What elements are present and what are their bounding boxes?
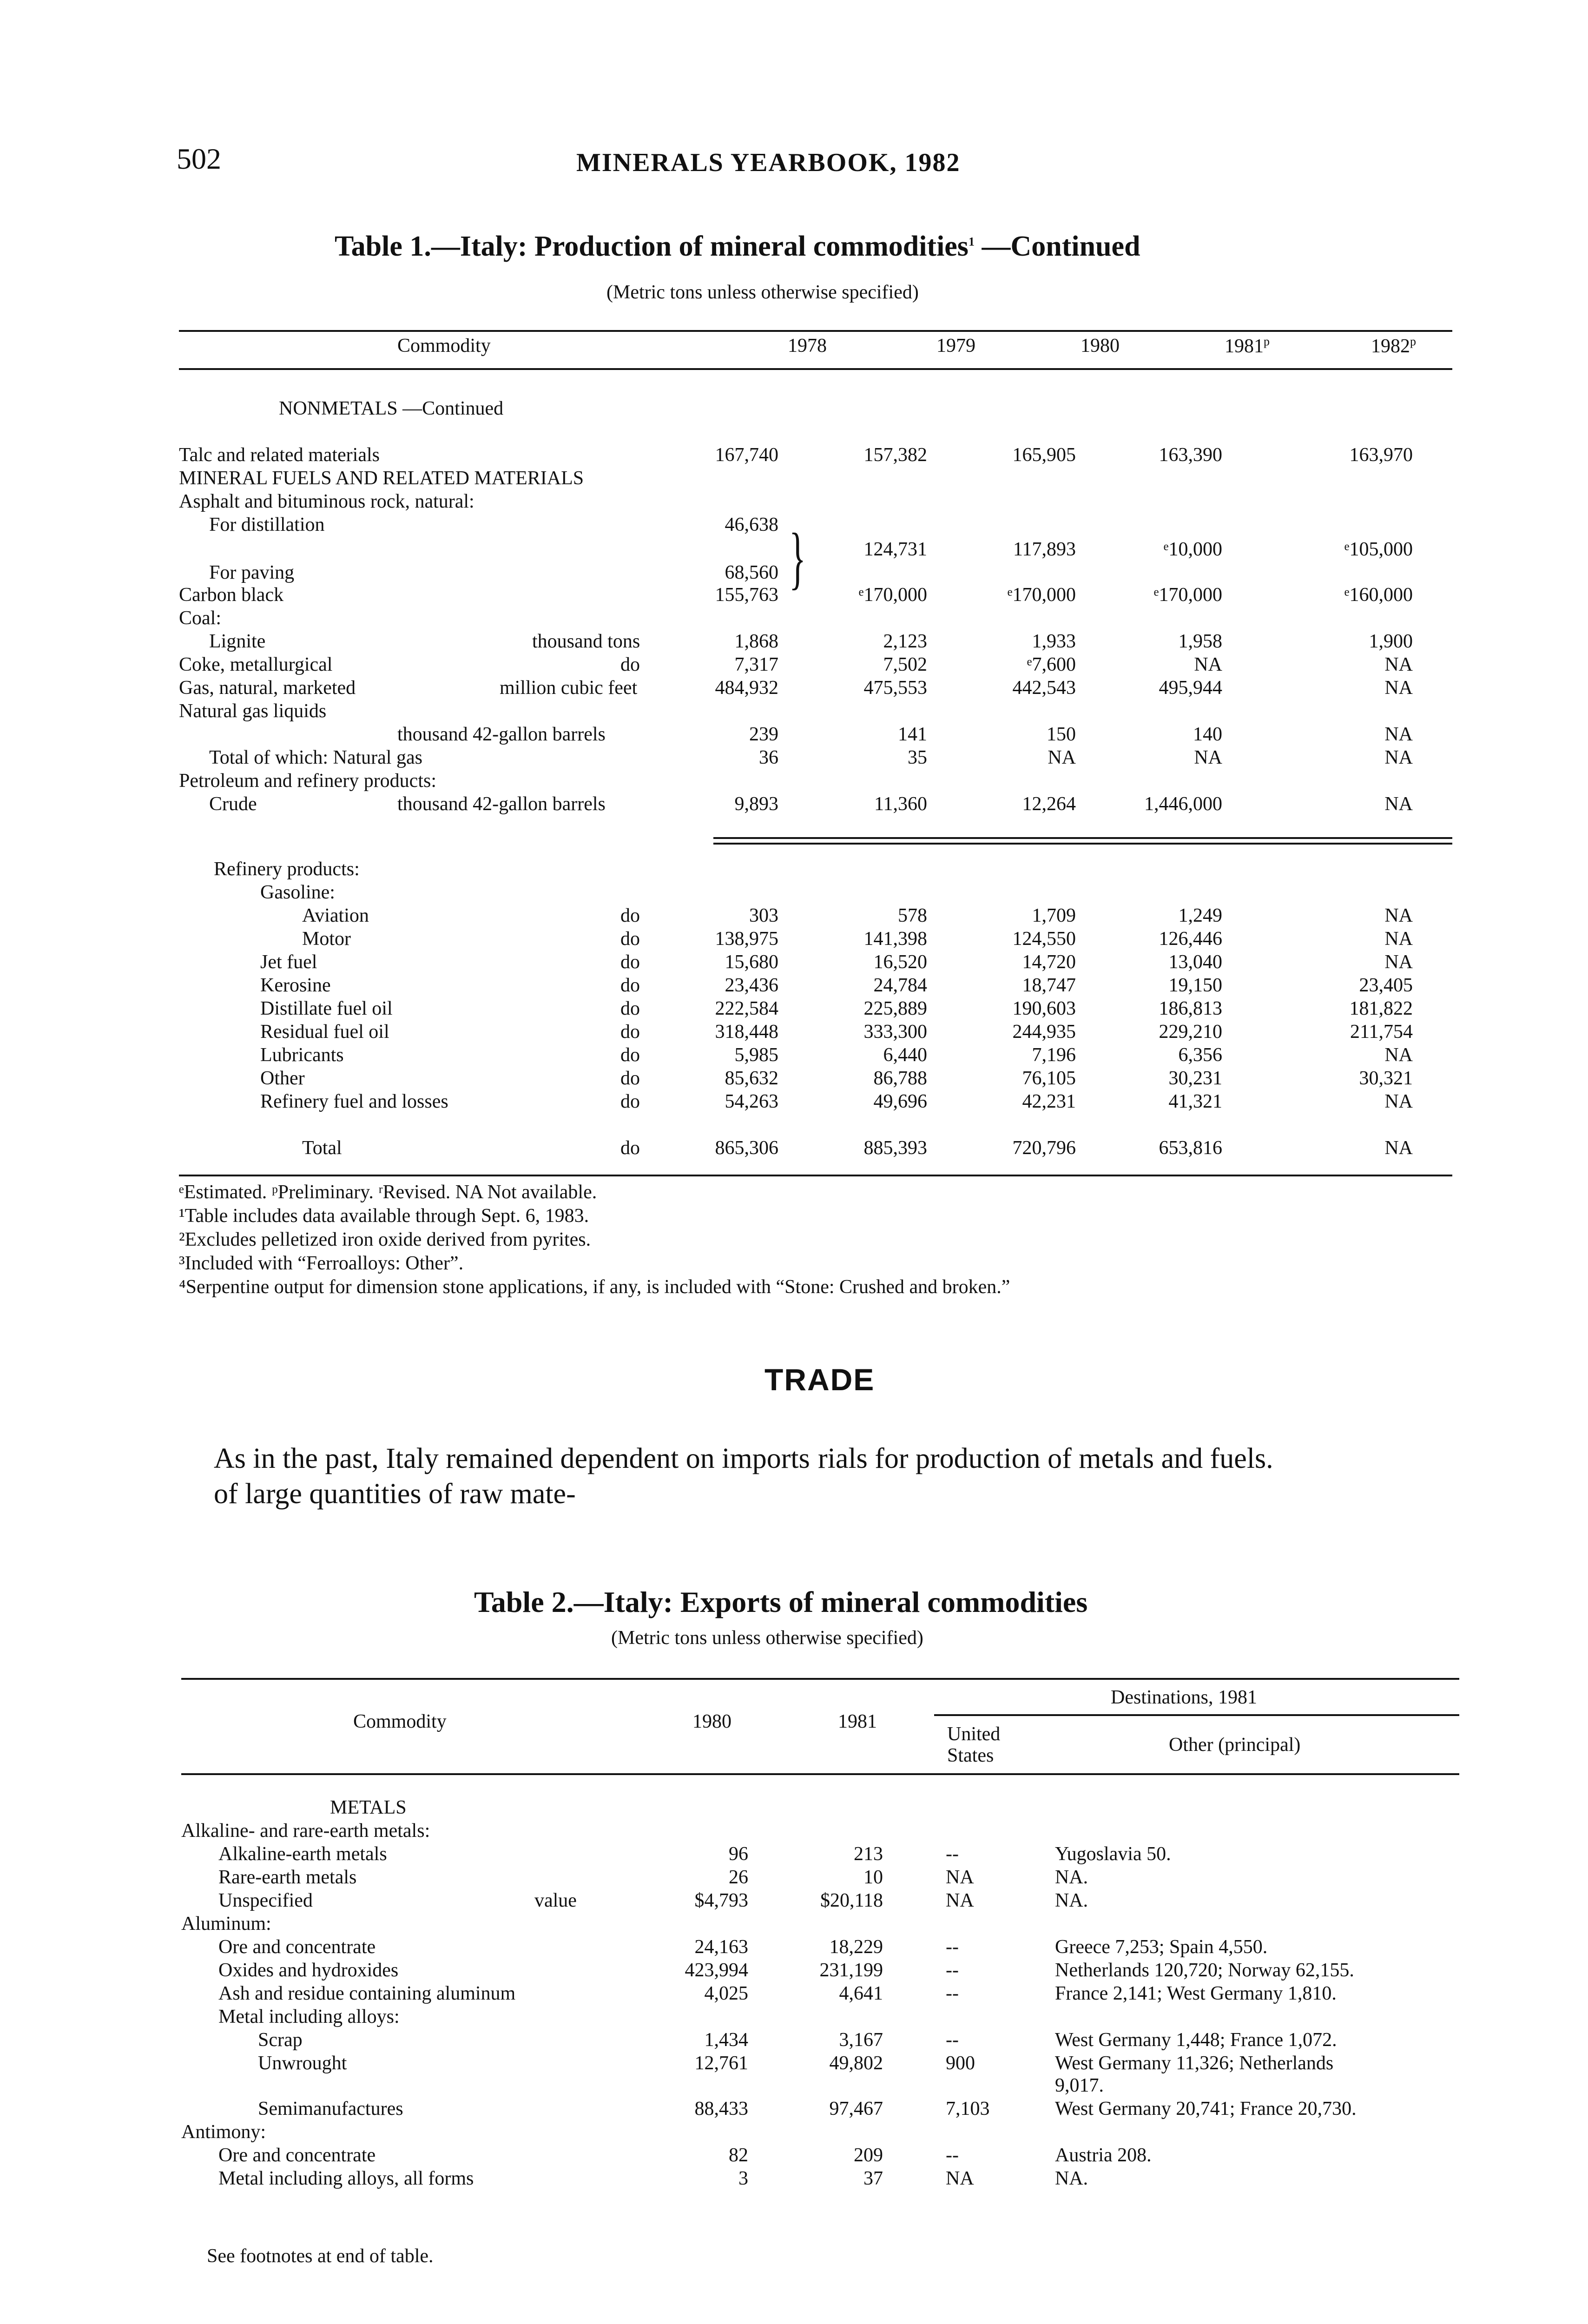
table1-cell: 46,638 bbox=[725, 514, 778, 535]
table2-row-label: Alkaline-earth metals bbox=[218, 1843, 387, 1865]
table1-cell: 6,356 bbox=[1178, 1044, 1222, 1066]
table1-cell: 49,696 bbox=[873, 1091, 927, 1112]
table1-row bbox=[179, 1137, 1452, 1161]
table1-cell: ᵉ170,000 bbox=[1007, 584, 1076, 606]
table2-cell-1981: 18,229 bbox=[829, 1936, 883, 1958]
table2-row-label: Antimony: bbox=[181, 2121, 266, 2143]
table2-header-destinations: Destinations, 1981 bbox=[1111, 1687, 1257, 1708]
table2-row-label: Unwrought bbox=[258, 2053, 347, 2074]
table1-header-rule bbox=[179, 368, 1452, 370]
table1-row-unit: do bbox=[620, 654, 640, 675]
table1-row-unit: do bbox=[620, 1068, 640, 1089]
table1-row-label: thousand 42-gallon barrels bbox=[397, 724, 606, 745]
table2-cell-1980: 3 bbox=[738, 2168, 748, 2189]
table2-cell-united-states: -- bbox=[946, 1983, 959, 2004]
table1-row bbox=[179, 974, 1452, 998]
table1-cell: 211,754 bbox=[1350, 1021, 1413, 1043]
table1-row bbox=[179, 793, 1452, 817]
table1-cell: 86,788 bbox=[873, 1068, 927, 1089]
table2-cell-1981: 97,467 bbox=[829, 2098, 883, 2119]
table1-row bbox=[179, 700, 1452, 724]
table2-cell-1980: 1,434 bbox=[704, 2029, 748, 2051]
table1-row-label: Refinery fuel and losses bbox=[260, 1091, 448, 1112]
table1-cell: 190,603 bbox=[1012, 998, 1076, 1019]
table1-cell: 24,784 bbox=[873, 975, 927, 996]
table1-cell: NA bbox=[1384, 747, 1413, 768]
table1-cell: 225,889 bbox=[863, 998, 927, 1019]
table2-row-label: Aluminum: bbox=[181, 1913, 271, 1934]
table1-cell: 653,816 bbox=[1159, 1137, 1222, 1159]
table2-row bbox=[181, 1913, 1459, 1936]
table1-row-unit: do bbox=[620, 1044, 640, 1066]
table2-row bbox=[181, 1796, 1459, 1820]
table1-row bbox=[179, 858, 1452, 882]
table1-cell: NA bbox=[1384, 928, 1413, 950]
table1-row-label: Carbon black bbox=[179, 584, 284, 606]
table1-row bbox=[179, 654, 1452, 678]
table2-header-commodity: Commodity bbox=[353, 1711, 447, 1732]
table2-header-other: Other (principal) bbox=[1169, 1734, 1301, 1756]
table2-cell-other: NA. bbox=[1055, 2168, 1088, 2189]
table1-cell: NA bbox=[1384, 951, 1413, 973]
table1-cell: 495,944 bbox=[1159, 677, 1222, 699]
table2-row bbox=[181, 1843, 1459, 1866]
table1-cell: 16,520 bbox=[873, 951, 927, 973]
table2-row-label: Ore and concentrate bbox=[218, 2145, 376, 2166]
table2-cell-1980: 88,433 bbox=[694, 2098, 748, 2119]
table1-cell: NA bbox=[1194, 747, 1222, 768]
table2-subtitle: (Metric tons unless otherwise specified) bbox=[611, 1627, 923, 1649]
table1-cell: 141 bbox=[898, 724, 927, 745]
table2-cell-1981: 213 bbox=[854, 1843, 883, 1865]
table1-cell: 140 bbox=[1193, 724, 1222, 745]
table2-row bbox=[181, 2167, 1459, 2191]
table1-top-rule bbox=[179, 330, 1452, 332]
table1-row-label: Crude bbox=[209, 793, 257, 815]
table1-cell: 150 bbox=[1047, 724, 1076, 745]
table2-cell-other: NA. bbox=[1055, 1890, 1088, 1911]
table1-cell: 15,680 bbox=[725, 951, 778, 973]
table1-cell: 167,740 bbox=[715, 444, 778, 466]
table1-row-unit: thousand 42-gallon barrels bbox=[397, 793, 606, 815]
table1-row-unit: million cubic feet bbox=[500, 677, 638, 699]
table2-cell-other: France 2,141; West Germany 1,810. bbox=[1055, 1983, 1337, 2004]
table2-row-label: Alkaline- and rare-earth metals: bbox=[181, 1820, 430, 1842]
table1-title-sup: 1 bbox=[968, 235, 975, 249]
table1-row bbox=[179, 1021, 1452, 1045]
table1-cell: 14,720 bbox=[1022, 951, 1076, 973]
page-number: 502 bbox=[177, 142, 221, 175]
table1-row-label: Talc and related materials bbox=[179, 444, 380, 466]
table2-row-label: Metal including alloys: bbox=[218, 2006, 400, 2027]
table1-title-text: Table 1.—Italy: Production of mineral commodities bbox=[335, 231, 969, 262]
table2-header-1981: 1981 bbox=[838, 1711, 877, 1732]
table2-cell-other: Netherlands 120,720; Norway 62,155. bbox=[1055, 1960, 1354, 1981]
table1-cell: 186,813 bbox=[1159, 998, 1222, 1019]
footnote-2: ²Excludes pelletized iron oxide derived from pyrites. bbox=[179, 1229, 591, 1250]
table1-cell: 76,105 bbox=[1022, 1068, 1076, 1089]
table1-cell: 165,905 bbox=[1012, 444, 1076, 466]
table2-cell-united-states: -- bbox=[946, 1843, 959, 1865]
table2-header-1980: 1980 bbox=[692, 1711, 731, 1732]
table1-footnotes bbox=[179, 1181, 1010, 1299]
table2-row-label: Unspecified bbox=[218, 1890, 313, 1911]
table2-cell-united-states: -- bbox=[946, 1960, 959, 1981]
table1-cell: 68,560 bbox=[725, 562, 778, 583]
table2-cell-other: West Germany 1,448; France 1,072. bbox=[1055, 2029, 1337, 2051]
table1-cell: 54,263 bbox=[725, 1091, 778, 1112]
table1-cell: ᵉ160,000 bbox=[1344, 584, 1413, 606]
table1-cell: 244,935 bbox=[1012, 1021, 1076, 1043]
table1-cell: 35 bbox=[908, 747, 927, 768]
table1-row-label: Petroleum and refinery products: bbox=[179, 770, 436, 792]
table2-row-label: Ore and concentrate bbox=[218, 1936, 376, 1958]
table2-row-label: Semimanufactures bbox=[258, 2098, 403, 2119]
table1-cell: 36 bbox=[759, 747, 778, 768]
table2-cell-united-states: NA bbox=[946, 2168, 974, 2189]
running-title: MINERALS YEARBOOK, 1982 bbox=[576, 148, 961, 177]
table1-cell: NA bbox=[1194, 654, 1222, 675]
table2-cell-other: West Germany 20,741; France 20,730. bbox=[1055, 2098, 1357, 2119]
table1-cell: 141,398 bbox=[863, 928, 927, 950]
table1-row bbox=[179, 951, 1452, 975]
table1-cell: 885,393 bbox=[863, 1137, 927, 1159]
table1-cell: 9,893 bbox=[734, 793, 778, 815]
table1-cell: 12,264 bbox=[1022, 793, 1076, 815]
table1-row-unit: do bbox=[620, 975, 640, 996]
table1-cell: NA bbox=[1384, 677, 1413, 699]
table2-cell-1981: 10 bbox=[863, 1867, 883, 1888]
table1-row bbox=[179, 1090, 1452, 1115]
table1-row-label: Jet fuel bbox=[260, 951, 317, 973]
footnote-1: ¹Table includes data available through Sept. 6, 1983. bbox=[179, 1205, 589, 1227]
table2-cell-1981: 37 bbox=[863, 2168, 883, 2189]
table1-cell: ᵉ170,000 bbox=[1153, 584, 1222, 606]
table2-cell-united-states: 900 bbox=[946, 2053, 975, 2074]
table1-row-label: Kerosine bbox=[260, 975, 331, 996]
table1-cell: 7,196 bbox=[1032, 1044, 1076, 1066]
table1-row-unit: do bbox=[620, 951, 640, 973]
table1-cell: ᵉ10,000 bbox=[1163, 539, 1222, 560]
table1-cell: 23,436 bbox=[725, 975, 778, 996]
table1-cell: 7,502 bbox=[883, 654, 927, 675]
table1-row bbox=[179, 630, 1452, 654]
table2-cell-1981: 231,199 bbox=[819, 1960, 883, 1981]
table2-row bbox=[181, 2144, 1459, 2167]
table2-row bbox=[181, 1936, 1459, 1959]
table1-cell: 85,632 bbox=[725, 1068, 778, 1089]
table2-cell-1980: 82 bbox=[729, 2145, 748, 2166]
table1-cell: 117,893 bbox=[1013, 539, 1076, 560]
table2-cell-1981: $20,118 bbox=[820, 1890, 883, 1911]
table1-cell: 181,822 bbox=[1349, 998, 1413, 1019]
table1-cell: 318,448 bbox=[715, 1021, 778, 1043]
table2-cell-united-states: NA bbox=[946, 1890, 974, 1911]
table1-cell: ᵉ7,600 bbox=[1027, 654, 1076, 675]
table1-cell: NA bbox=[1384, 905, 1413, 926]
table1-cell: 124,550 bbox=[1012, 928, 1076, 950]
table1-row-unit: thousand tons bbox=[532, 631, 640, 652]
table1-cell: 442,543 bbox=[1012, 677, 1076, 699]
footnote-3: ³Included with “Ferroalloys: Other”. bbox=[179, 1253, 464, 1274]
table1-cell: 7,317 bbox=[734, 654, 778, 675]
table1-cell: 1,709 bbox=[1032, 905, 1076, 926]
table2-row-label: Oxides and hydroxides bbox=[218, 1960, 399, 1981]
table1-row-unit: do bbox=[620, 1137, 640, 1159]
table1-cell: NA bbox=[1384, 793, 1413, 815]
table1-cell: 475,553 bbox=[863, 677, 927, 699]
table1-row-label: For distillation bbox=[209, 514, 325, 535]
table1-row bbox=[179, 928, 1452, 952]
table1-cell: 229,210 bbox=[1159, 1021, 1222, 1043]
table2-cell-other: Greece 7,253; Spain 4,550. bbox=[1055, 1936, 1268, 1958]
table1-cell: 23,405 bbox=[1359, 975, 1413, 996]
table1-cell: 1,868 bbox=[734, 631, 778, 652]
table1-row-unit: do bbox=[620, 1091, 640, 1112]
table2-row bbox=[181, 2074, 1459, 2098]
table1-cell: 333,300 bbox=[863, 1021, 927, 1043]
table2-cell-united-states: 7,103 bbox=[946, 2098, 990, 2119]
table1-row bbox=[179, 997, 1452, 1022]
table1-cell: NA bbox=[1384, 724, 1413, 745]
table2-row-label: Metal including alloys, all forms bbox=[218, 2168, 474, 2189]
table1-row-label: NONMETALS —Continued bbox=[279, 398, 504, 419]
table2-row bbox=[181, 2029, 1459, 2052]
table1-row bbox=[179, 397, 1452, 422]
table2-row bbox=[181, 2121, 1459, 2144]
table1-row bbox=[179, 584, 1452, 608]
table1-cell: 42,231 bbox=[1022, 1091, 1076, 1112]
trade-paragraph-left: As in the past, Italy remained dependent on imports of large quantities of raw mate- bbox=[214, 1443, 810, 1510]
table1-row bbox=[179, 490, 1452, 515]
table1-header-1978: 1978 bbox=[788, 335, 827, 357]
grouping-brace: } bbox=[789, 519, 806, 596]
table1-cell: NA bbox=[1048, 747, 1076, 768]
table1-row-label: Motor bbox=[302, 928, 351, 950]
table1-cell: 13,040 bbox=[1168, 951, 1222, 973]
table1-cell: 18,747 bbox=[1022, 975, 1076, 996]
table1-bottom-rule bbox=[179, 1175, 1452, 1176]
table1-cell: 1,958 bbox=[1178, 631, 1222, 652]
table1-cell: 155,763 bbox=[715, 584, 778, 606]
table1 bbox=[179, 325, 1452, 1176]
table1-row-label: Lubricants bbox=[260, 1044, 344, 1066]
table1-row-label: Distillate fuel oil bbox=[260, 998, 393, 1019]
table1-cell: ᵉ170,000 bbox=[858, 584, 927, 606]
table2-cell-1981: 49,802 bbox=[829, 2053, 883, 2074]
table1-cell: 19,150 bbox=[1168, 975, 1222, 996]
table1-cell: 124,731 bbox=[863, 539, 927, 560]
table1-row-unit: do bbox=[620, 905, 640, 926]
table2-cell-1981: 4,641 bbox=[839, 1983, 883, 2004]
table1-row bbox=[179, 538, 1452, 562]
table1-cell: NA bbox=[1384, 1137, 1413, 1159]
table2-cell-1980: $4,793 bbox=[694, 1890, 748, 1911]
table2 bbox=[181, 1673, 1459, 2278]
table2-footnote: See footnotes at end of table. bbox=[207, 2245, 434, 2267]
table1-row-label: Gasoline: bbox=[260, 882, 335, 903]
table1-row-label: Lignite bbox=[209, 631, 266, 652]
table1-row bbox=[179, 607, 1452, 631]
table2-row bbox=[181, 2052, 1459, 2075]
table1-header-1981: 1981$^p$ bbox=[1225, 335, 1270, 357]
table1-cell: NA bbox=[1384, 654, 1413, 675]
table2-cell-other: 9,017. bbox=[1055, 2075, 1104, 2096]
table1-row-unit: do bbox=[620, 1021, 640, 1043]
table1-row bbox=[179, 905, 1452, 929]
footnote-legend: ᵉEstimated. ᵖPreliminary. ʳRevised. NA Not available. bbox=[179, 1182, 597, 1203]
table1-row-label: Total bbox=[302, 1137, 342, 1159]
table1-title-suffix: —Continued bbox=[974, 231, 1140, 262]
table1-row bbox=[179, 723, 1452, 747]
table1-cell: 720,796 bbox=[1012, 1137, 1076, 1159]
table1-cell: 222,584 bbox=[715, 998, 778, 1019]
table1-row-label: Natural gas liquids bbox=[179, 700, 327, 722]
table1-row bbox=[179, 1067, 1452, 1091]
table1-cell: 163,970 bbox=[1349, 444, 1413, 466]
table1-row-unit: do bbox=[620, 928, 640, 950]
table1-row-label: Coke, metallurgical bbox=[179, 654, 333, 675]
table2-cell-1980: 423,994 bbox=[685, 1960, 748, 1981]
table1-row bbox=[179, 444, 1452, 468]
table2-cell-1980: 96 bbox=[729, 1843, 748, 1865]
table1-row-label: Other bbox=[260, 1068, 305, 1089]
table1-row-label: Asphalt and bituminous rock, natural: bbox=[179, 491, 474, 512]
table1-cell: NA bbox=[1384, 1091, 1413, 1112]
table1-header-1980: 1980 bbox=[1081, 335, 1120, 357]
table1-row bbox=[179, 1044, 1452, 1068]
table1-header-1982: 1982$^p$ bbox=[1371, 335, 1416, 357]
table2-cell-1980: 4,025 bbox=[704, 1983, 748, 2004]
table1-cell: 865,306 bbox=[715, 1137, 778, 1159]
table1-subtotal-rule-b bbox=[713, 843, 1452, 845]
table1-cell: NA bbox=[1384, 1044, 1413, 1066]
table1-cell: 1,900 bbox=[1369, 631, 1413, 652]
section-heading-trade: TRADE bbox=[764, 1362, 875, 1397]
table1-row-label: Aviation bbox=[302, 905, 369, 926]
table1-row-label: Coal: bbox=[179, 607, 221, 629]
table1-cell: 126,446 bbox=[1159, 928, 1222, 950]
table1-cell: 157,382 bbox=[863, 444, 927, 466]
table2-cell-other: Yugoslavia 50. bbox=[1055, 1843, 1171, 1865]
table1-cell: 484,932 bbox=[715, 677, 778, 699]
table1-row-label: Residual fuel oil bbox=[260, 1021, 389, 1043]
table2-row bbox=[181, 2098, 1459, 2121]
table1-cell: 138,975 bbox=[715, 928, 778, 950]
table2-cell-1980: 26 bbox=[729, 1867, 748, 1888]
table1-cell: 303 bbox=[749, 905, 778, 926]
table2-cell-1981: 3,167 bbox=[839, 2029, 883, 2051]
table2-row bbox=[181, 1820, 1459, 1843]
table2-row-unit: value bbox=[534, 1890, 577, 1911]
table1-row bbox=[179, 677, 1452, 701]
table1-row bbox=[179, 770, 1452, 794]
table2-cell-united-states: -- bbox=[946, 2145, 959, 2166]
table1-row bbox=[179, 881, 1452, 905]
table1-row-label: MINERAL FUELS AND RELATED MATERIALS bbox=[179, 468, 584, 489]
table1-cell: 163,390 bbox=[1159, 444, 1222, 466]
table1-cell: 11,360 bbox=[874, 793, 927, 815]
table1-header-commodity: Commodity bbox=[397, 335, 491, 357]
table2-cell-1980: 24,163 bbox=[694, 1936, 748, 1958]
table1-header-1979: 1979 bbox=[936, 335, 975, 357]
table2-row bbox=[181, 1866, 1459, 1889]
table2-top-rule bbox=[181, 1678, 1459, 1680]
table1-cell: 1,933 bbox=[1032, 631, 1076, 652]
table1-cell: ᵉ105,000 bbox=[1344, 539, 1413, 560]
table1-cell: 30,321 bbox=[1359, 1068, 1413, 1089]
table2-cell-united-states: NA bbox=[946, 1867, 974, 1888]
table1-row-label: Refinery products: bbox=[214, 858, 360, 880]
table2-title: Table 2.—Italy: Exports of mineral commodities bbox=[474, 1585, 1088, 1618]
table2-row bbox=[181, 1982, 1459, 2006]
table1-cell: 5,985 bbox=[734, 1044, 778, 1066]
table1-cell: 239 bbox=[749, 724, 778, 745]
table2-cell-united-states: -- bbox=[946, 2029, 959, 2051]
table1-row bbox=[179, 514, 1452, 538]
table1-row-label: For paving bbox=[209, 562, 295, 583]
table1-cell: 6,440 bbox=[883, 1044, 927, 1066]
table2-header-united-states: United States bbox=[947, 1723, 1001, 1766]
table1-cell: 30,231 bbox=[1168, 1068, 1222, 1089]
table2-destinations-rule bbox=[934, 1714, 1459, 1716]
table1-cell: 578 bbox=[898, 905, 927, 926]
table2-cell-1980: 12,761 bbox=[694, 2053, 748, 2074]
table1-row bbox=[179, 746, 1452, 771]
table2-cell-united-states: -- bbox=[946, 1936, 959, 1958]
table1-row bbox=[179, 467, 1452, 491]
footnote-4: ⁴Serpentine output for dimension stone applications, if any, is included with “Stone: Crushed and broken.” bbox=[179, 1276, 1010, 1298]
table1-row-unit: do bbox=[620, 998, 640, 1019]
table1-subtitle: (Metric tons unless otherwise specified) bbox=[606, 282, 919, 303]
table2-row bbox=[181, 1889, 1459, 1913]
table2-row bbox=[181, 2006, 1459, 2029]
table1-subtotal-rule-a bbox=[713, 837, 1452, 839]
table2-row-label: METALS bbox=[330, 1797, 407, 1818]
trade-paragraph-right: rials for production of metals and fuels. bbox=[818, 1443, 1273, 1474]
table2-cell-1981: 209 bbox=[854, 2145, 883, 2166]
table1-cell: 1,249 bbox=[1178, 905, 1222, 926]
table1-cell: 2,123 bbox=[883, 631, 927, 652]
table2-cell-other: West Germany 11,326; Netherlands bbox=[1055, 2053, 1334, 2074]
table2-row-label: Scrap bbox=[258, 2029, 303, 2051]
table2-header-rule bbox=[181, 1773, 1459, 1775]
table1-cell: 1,446,000 bbox=[1144, 793, 1222, 815]
table1-cell: 41,321 bbox=[1168, 1091, 1222, 1112]
table1-row-label: Gas, natural, marketed bbox=[179, 677, 356, 699]
table1-row bbox=[179, 561, 1452, 586]
table2-cell-other: NA. bbox=[1055, 1867, 1088, 1888]
table2-row bbox=[181, 1959, 1459, 1982]
table2-row-label: Ash and residue containing aluminum bbox=[218, 1983, 516, 2004]
table2-cell-other: Austria 208. bbox=[1055, 2145, 1152, 2166]
table1-row-label: Total of which: Natural gas bbox=[209, 747, 422, 768]
table1-title bbox=[335, 230, 1140, 263]
table2-row-label: Rare-earth metals bbox=[218, 1867, 357, 1888]
